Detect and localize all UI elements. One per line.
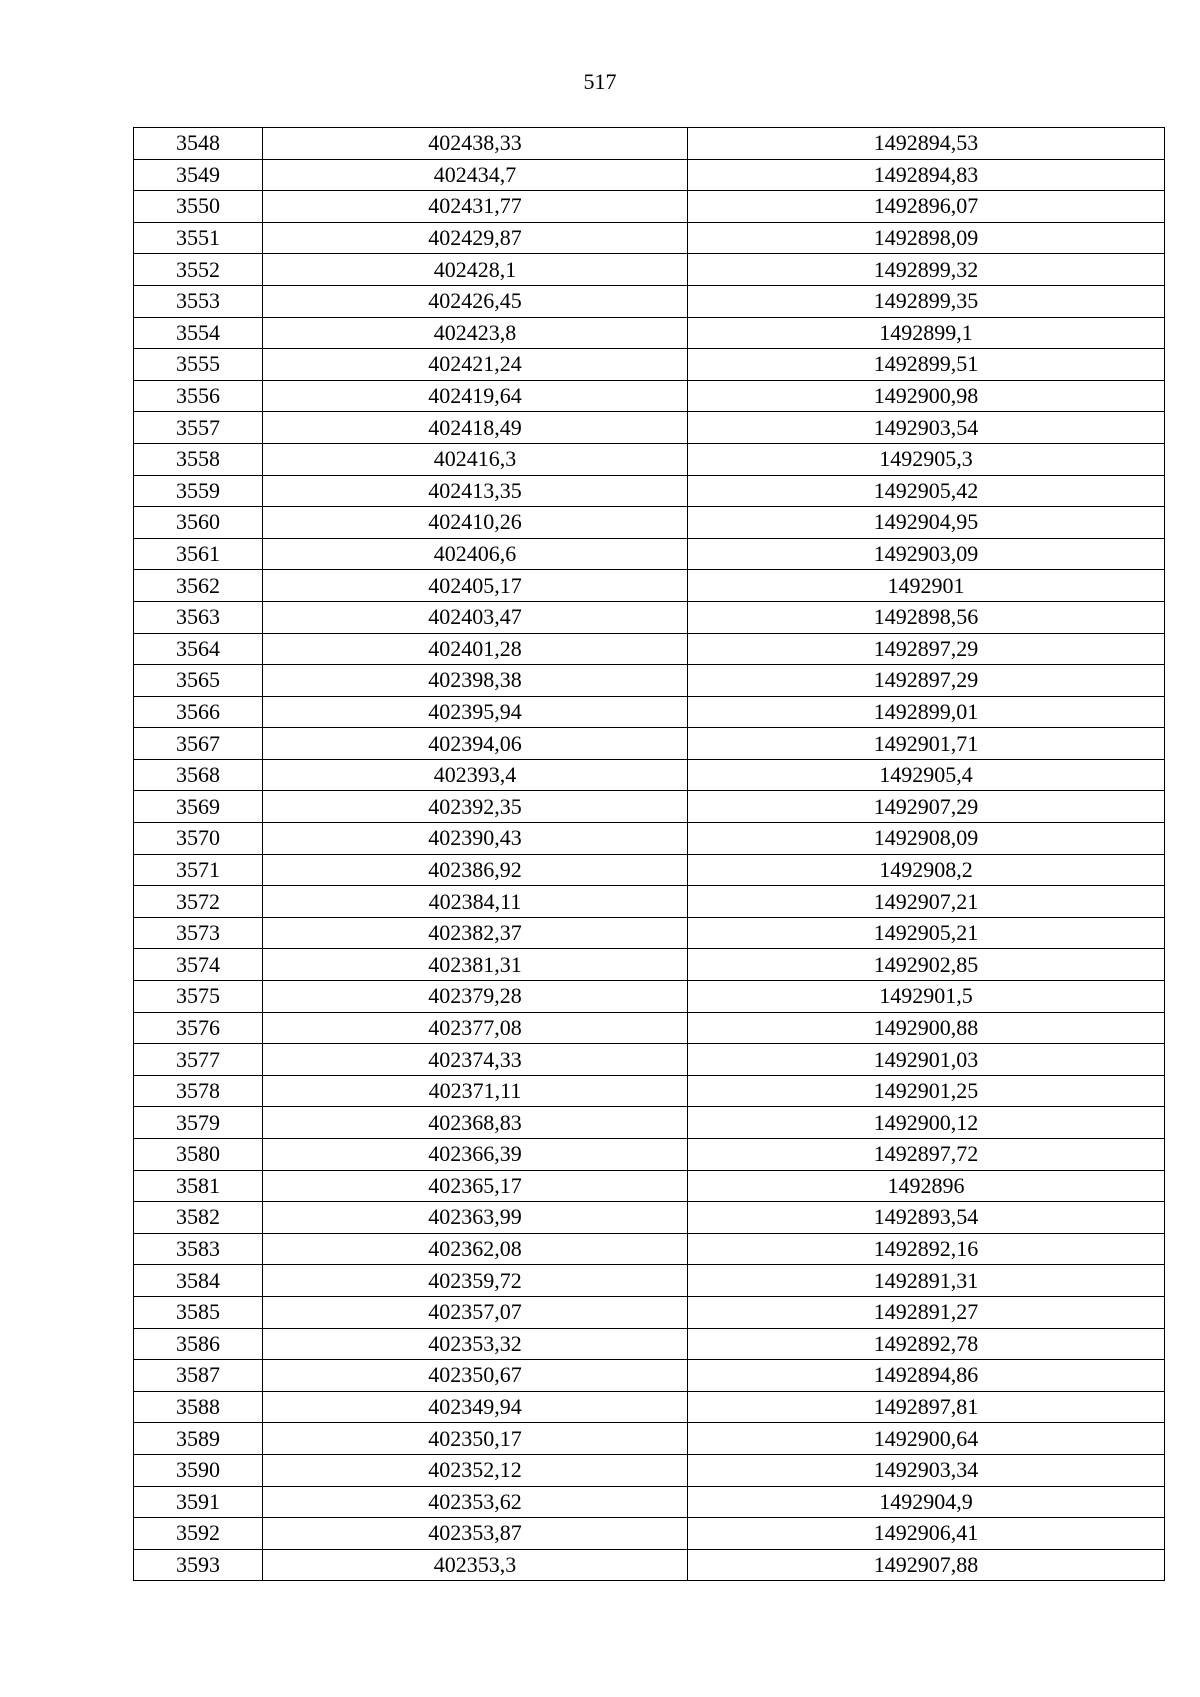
table-row [134, 1170, 1165, 1202]
y-coordinate-cell: 1492905,42 [688, 475, 1165, 507]
table-row [134, 507, 1165, 539]
point-number-cell: 3584 [134, 1265, 263, 1297]
y-coordinate-cell: 1492900,12 [688, 1107, 1165, 1139]
x-coordinate-cell: 402421,24 [263, 349, 688, 381]
point-number-cell: 3571 [134, 854, 263, 886]
point-number-cell: 3577 [134, 1044, 263, 1076]
x-coordinate-cell: 402353,3 [263, 1549, 688, 1581]
y-coordinate-cell: 1492903,09 [688, 538, 1165, 570]
table-row [134, 981, 1165, 1013]
table-row [134, 1360, 1165, 1392]
x-coordinate-cell: 402353,87 [263, 1518, 688, 1550]
point-number-cell: 3586 [134, 1328, 263, 1360]
point-number-cell: 3589 [134, 1423, 263, 1455]
x-coordinate-cell: 402431,77 [263, 191, 688, 223]
table-row [134, 317, 1165, 349]
y-coordinate-cell: 1492905,21 [688, 917, 1165, 949]
table-row [134, 285, 1165, 317]
y-coordinate-cell: 1492904,95 [688, 507, 1165, 539]
point-number-cell: 3554 [134, 317, 263, 349]
y-coordinate-cell: 1492905,3 [688, 443, 1165, 475]
x-coordinate-cell: 402428,1 [263, 254, 688, 286]
point-number-cell: 3557 [134, 412, 263, 444]
x-coordinate-cell: 402371,11 [263, 1075, 688, 1107]
point-number-cell: 3563 [134, 601, 263, 633]
x-coordinate-cell: 402406,6 [263, 538, 688, 570]
table-row [134, 1486, 1165, 1518]
y-coordinate-cell: 1492904,9 [688, 1486, 1165, 1518]
point-number-cell: 3561 [134, 538, 263, 570]
y-coordinate-cell: 1492897,29 [688, 633, 1165, 665]
x-coordinate-cell: 402352,12 [263, 1454, 688, 1486]
x-coordinate-cell: 402410,26 [263, 507, 688, 539]
table-row [134, 823, 1165, 855]
x-coordinate-cell: 402359,72 [263, 1265, 688, 1297]
x-coordinate-cell: 402379,28 [263, 981, 688, 1013]
x-coordinate-cell: 402413,35 [263, 475, 688, 507]
y-coordinate-cell: 1492899,35 [688, 285, 1165, 317]
table-row [134, 949, 1165, 981]
point-number-cell: 3569 [134, 791, 263, 823]
point-number-cell: 3583 [134, 1233, 263, 1265]
table-row [134, 1518, 1165, 1550]
table-row [134, 1296, 1165, 1328]
point-number-cell: 3558 [134, 443, 263, 475]
point-number-cell: 3566 [134, 696, 263, 728]
x-coordinate-cell: 402393,4 [263, 759, 688, 791]
x-coordinate-cell: 402366,39 [263, 1139, 688, 1171]
x-coordinate-cell: 402374,33 [263, 1044, 688, 1076]
y-coordinate-cell: 1492891,27 [688, 1296, 1165, 1328]
table-row [134, 917, 1165, 949]
point-number-cell: 3564 [134, 633, 263, 665]
table-row [134, 1454, 1165, 1486]
table-row [134, 159, 1165, 191]
point-number-cell: 3552 [134, 254, 263, 286]
y-coordinate-cell: 1492901 [688, 570, 1165, 602]
point-number-cell: 3574 [134, 949, 263, 981]
table-row [134, 633, 1165, 665]
point-number-cell: 3590 [134, 1454, 263, 1486]
x-coordinate-cell: 402401,28 [263, 633, 688, 665]
y-coordinate-cell: 1492894,83 [688, 159, 1165, 191]
table-row [134, 696, 1165, 728]
x-coordinate-cell: 402384,11 [263, 886, 688, 918]
x-coordinate-cell: 402395,94 [263, 696, 688, 728]
point-number-cell: 3575 [134, 981, 263, 1013]
table-row [134, 1139, 1165, 1171]
x-coordinate-cell: 402382,37 [263, 917, 688, 949]
x-coordinate-cell: 402419,64 [263, 380, 688, 412]
table-row [134, 349, 1165, 381]
point-number-cell: 3550 [134, 191, 263, 223]
table-row [134, 886, 1165, 918]
x-coordinate-cell: 402357,07 [263, 1296, 688, 1328]
table-row [134, 1012, 1165, 1044]
point-number-cell: 3567 [134, 728, 263, 760]
y-coordinate-cell: 1492893,54 [688, 1202, 1165, 1234]
x-coordinate-cell: 402423,8 [263, 317, 688, 349]
point-number-cell: 3565 [134, 665, 263, 697]
point-number-cell: 3556 [134, 380, 263, 412]
table-row [134, 443, 1165, 475]
y-coordinate-cell: 1492897,29 [688, 665, 1165, 697]
point-number-cell: 3580 [134, 1139, 263, 1171]
y-coordinate-cell: 1492902,85 [688, 949, 1165, 981]
y-coordinate-cell: 1492900,88 [688, 1012, 1165, 1044]
table-row [134, 538, 1165, 570]
table-row [134, 791, 1165, 823]
point-number-cell: 3570 [134, 823, 263, 855]
x-coordinate-cell: 402350,67 [263, 1360, 688, 1392]
x-coordinate-cell: 402403,47 [263, 601, 688, 633]
point-number-cell: 3578 [134, 1075, 263, 1107]
table-row [134, 222, 1165, 254]
table-row [134, 1075, 1165, 1107]
point-number-cell: 3573 [134, 917, 263, 949]
table-row [134, 191, 1165, 223]
point-number-cell: 3593 [134, 1549, 263, 1581]
table-row [134, 1202, 1165, 1234]
table-row [134, 1423, 1165, 1455]
y-coordinate-cell: 1492907,88 [688, 1549, 1165, 1581]
y-coordinate-cell: 1492899,1 [688, 317, 1165, 349]
x-coordinate-cell: 402349,94 [263, 1391, 688, 1423]
point-number-cell: 3555 [134, 349, 263, 381]
table-row [134, 1265, 1165, 1297]
table-row [134, 475, 1165, 507]
table-row [134, 128, 1165, 160]
table-row [134, 1391, 1165, 1423]
point-number-cell: 3562 [134, 570, 263, 602]
y-coordinate-cell: 1492901,03 [688, 1044, 1165, 1076]
point-number-cell: 3576 [134, 1012, 263, 1044]
point-number-cell: 3553 [134, 285, 263, 317]
y-coordinate-cell: 1492907,21 [688, 886, 1165, 918]
point-number-cell: 3568 [134, 759, 263, 791]
point-number-cell: 3549 [134, 159, 263, 191]
x-coordinate-cell: 402392,35 [263, 791, 688, 823]
x-coordinate-cell: 402429,87 [263, 222, 688, 254]
point-number-cell: 3551 [134, 222, 263, 254]
y-coordinate-cell: 1492891,31 [688, 1265, 1165, 1297]
y-coordinate-cell: 1492899,51 [688, 349, 1165, 381]
y-coordinate-cell: 1492894,53 [688, 128, 1165, 160]
point-number-cell: 3559 [134, 475, 263, 507]
x-coordinate-cell: 402350,17 [263, 1423, 688, 1455]
y-coordinate-cell: 1492905,4 [688, 759, 1165, 791]
y-coordinate-cell: 1492906,41 [688, 1518, 1165, 1550]
table-row [134, 854, 1165, 886]
x-coordinate-cell: 402353,62 [263, 1486, 688, 1518]
y-coordinate-cell: 1492901,25 [688, 1075, 1165, 1107]
y-coordinate-cell: 1492897,72 [688, 1139, 1165, 1171]
y-coordinate-cell: 1492907,29 [688, 791, 1165, 823]
y-coordinate-cell: 1492900,98 [688, 380, 1165, 412]
point-number-cell: 3591 [134, 1486, 263, 1518]
y-coordinate-cell: 1492897,81 [688, 1391, 1165, 1423]
point-number-cell: 3585 [134, 1296, 263, 1328]
point-number-cell: 3572 [134, 886, 263, 918]
point-number-cell: 3592 [134, 1518, 263, 1550]
x-coordinate-cell: 402381,31 [263, 949, 688, 981]
table-row [134, 1233, 1165, 1265]
table-row [134, 665, 1165, 697]
y-coordinate-cell: 1492901,5 [688, 981, 1165, 1013]
x-coordinate-cell: 402386,92 [263, 854, 688, 886]
table-row [134, 1107, 1165, 1139]
table-row [134, 412, 1165, 444]
x-coordinate-cell: 402363,99 [263, 1202, 688, 1234]
y-coordinate-cell: 1492892,78 [688, 1328, 1165, 1360]
table-row [134, 380, 1165, 412]
y-coordinate-cell: 1492908,2 [688, 854, 1165, 886]
x-coordinate-cell: 402426,45 [263, 285, 688, 317]
y-coordinate-cell: 1492903,54 [688, 412, 1165, 444]
table-row [134, 570, 1165, 602]
x-coordinate-cell: 402365,17 [263, 1170, 688, 1202]
x-coordinate-cell: 402377,08 [263, 1012, 688, 1044]
table-row [134, 1328, 1165, 1360]
point-number-cell: 3582 [134, 1202, 263, 1234]
point-number-cell: 3548 [134, 128, 263, 160]
y-coordinate-cell: 1492896,07 [688, 191, 1165, 223]
table-row [134, 759, 1165, 791]
x-coordinate-cell: 402368,83 [263, 1107, 688, 1139]
x-coordinate-cell: 402438,33 [263, 128, 688, 160]
x-coordinate-cell: 402394,06 [263, 728, 688, 760]
y-coordinate-cell: 1492892,16 [688, 1233, 1165, 1265]
x-coordinate-cell: 402353,32 [263, 1328, 688, 1360]
coordinates-table-body [134, 128, 1165, 1581]
x-coordinate-cell: 402390,43 [263, 823, 688, 855]
x-coordinate-cell: 402362,08 [263, 1233, 688, 1265]
y-coordinate-cell: 1492903,34 [688, 1454, 1165, 1486]
table-row [134, 254, 1165, 286]
x-coordinate-cell: 402416,3 [263, 443, 688, 475]
table-row [134, 728, 1165, 760]
table-row [134, 601, 1165, 633]
y-coordinate-cell: 1492896 [688, 1170, 1165, 1202]
table-row [134, 1549, 1165, 1581]
y-coordinate-cell: 1492899,32 [688, 254, 1165, 286]
y-coordinate-cell: 1492908,09 [688, 823, 1165, 855]
x-coordinate-cell: 402405,17 [263, 570, 688, 602]
y-coordinate-cell: 1492900,64 [688, 1423, 1165, 1455]
coordinates-table [133, 127, 1165, 1581]
point-number-cell: 3579 [134, 1107, 263, 1139]
x-coordinate-cell: 402418,49 [263, 412, 688, 444]
table-row [134, 1044, 1165, 1076]
y-coordinate-cell: 1492899,01 [688, 696, 1165, 728]
point-number-cell: 3581 [134, 1170, 263, 1202]
point-number-cell: 3560 [134, 507, 263, 539]
y-coordinate-cell: 1492894,86 [688, 1360, 1165, 1392]
x-coordinate-cell: 402398,38 [263, 665, 688, 697]
point-number-cell: 3587 [134, 1360, 263, 1392]
x-coordinate-cell: 402434,7 [263, 159, 688, 191]
y-coordinate-cell: 1492898,09 [688, 222, 1165, 254]
page-number: 517 [583, 69, 617, 94]
point-number-cell: 3588 [134, 1391, 263, 1423]
y-coordinate-cell: 1492901,71 [688, 728, 1165, 760]
y-coordinate-cell: 1492898,56 [688, 601, 1165, 633]
